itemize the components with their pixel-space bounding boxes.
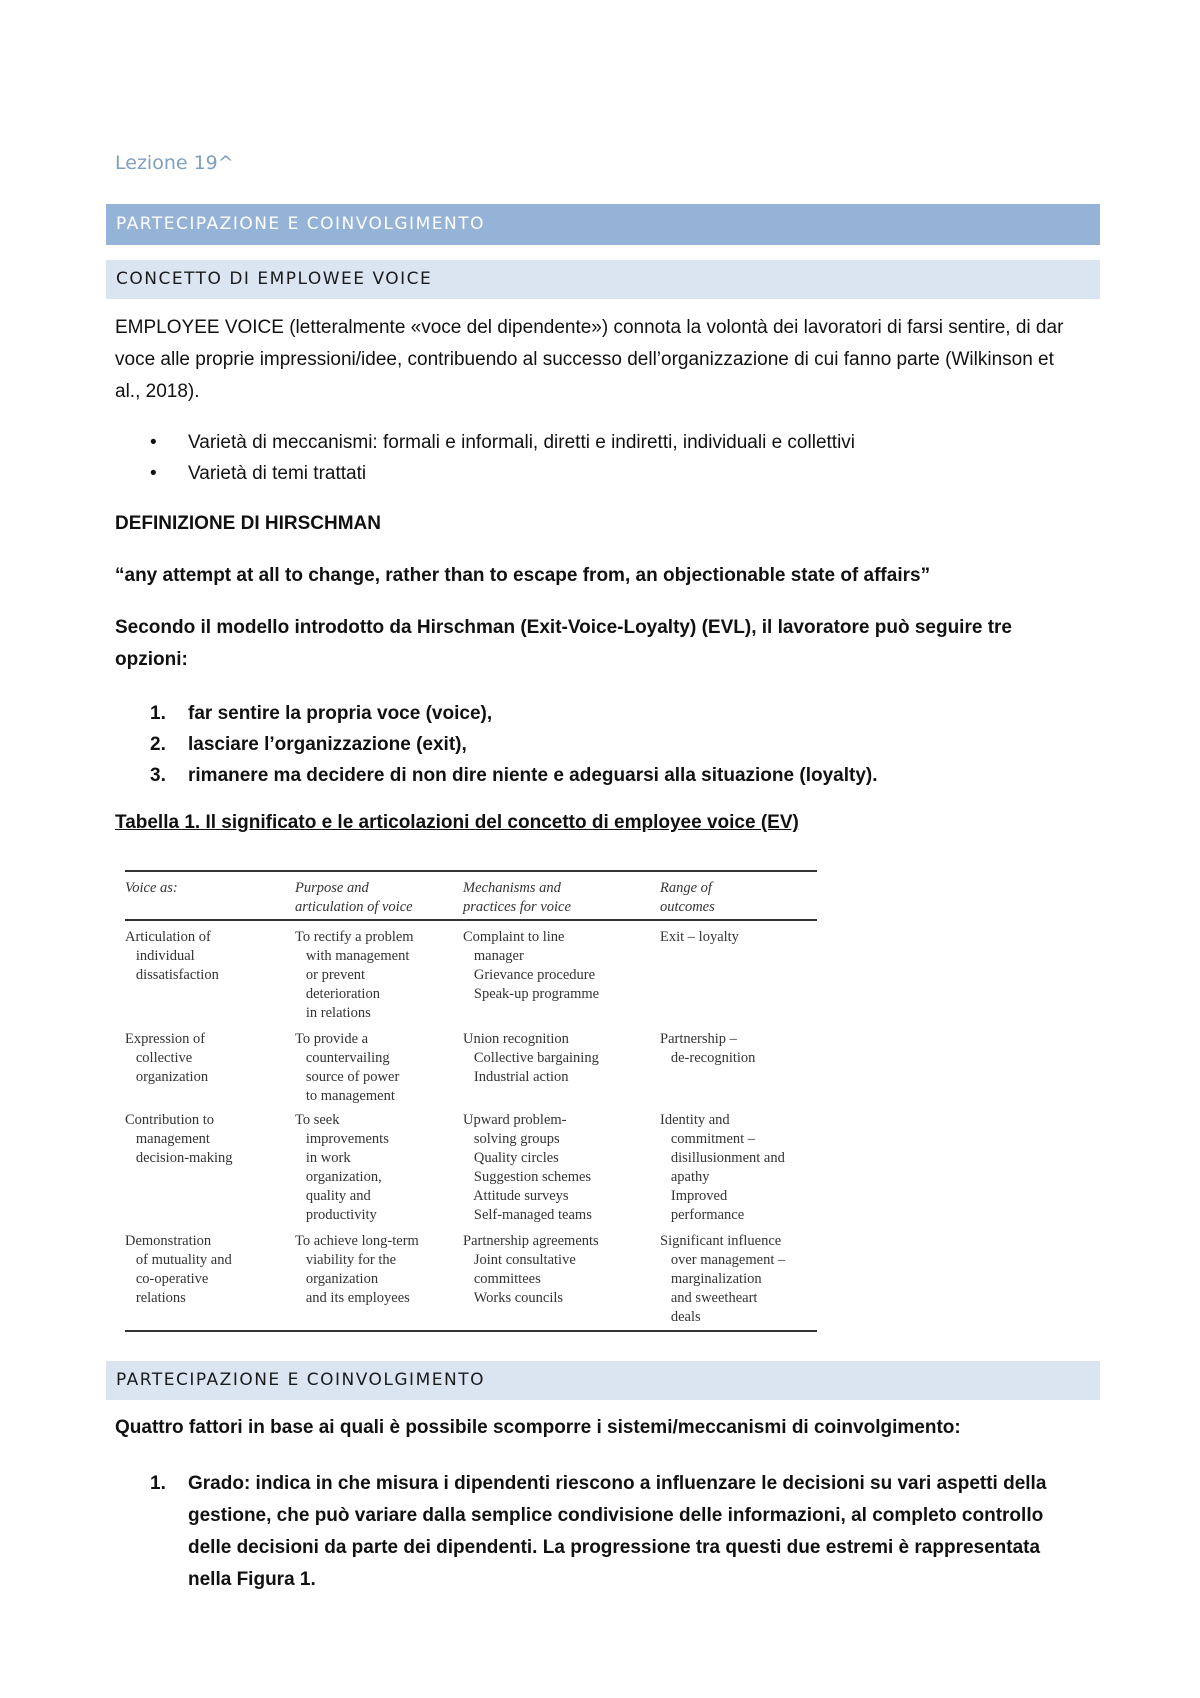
- list-item: • Varietà di meccanismi: formali e informali, diretti e indiretti, individuali e collettivi: [115, 427, 1075, 458]
- table-cell: Upward problem- solving groups Quality circles Suggestion schemes Attitude surveys Self-managed teams: [463, 1112, 592, 1223]
- factors-intro: Quattro fattori in base ai quali è possibile scomporre i sistemi/meccanismi di coinvolgimento:: [115, 1417, 961, 1438]
- table-cell: Identity and commitment – disillusionment and apathy Improved performance: [660, 1112, 785, 1223]
- table-cell: Contribution to management decision-making: [125, 1112, 233, 1166]
- list-item: • Varietà di temi trattati: [115, 458, 1075, 489]
- table-rule: [125, 870, 817, 872]
- table-cell: To seek improvements in work organization, quality and productivity: [295, 1112, 389, 1223]
- table-caption: Tabella 1. Il significato e le articolazioni del concetto di employee voice (EV): [115, 812, 799, 833]
- list-item: 2. lasciare l’organizzazione (exit),: [150, 734, 467, 755]
- table-cell: Demonstration of mutuality and co-operative relations: [125, 1233, 232, 1306]
- table-cell: Significant influence over management – marginalization and sweetheart deals: [660, 1233, 786, 1325]
- table-header: Purpose and articulation of voice: [295, 880, 413, 915]
- table-cell: To rectify a problem with management or prevent deterioration in relations: [295, 929, 414, 1021]
- table-cell: Expression of collective organization: [125, 1031, 209, 1085]
- table-cell: Partnership – de-recognition: [660, 1031, 756, 1066]
- section-heading-employee-voice: CONCETTO DI EMPLOWEE VOICE: [106, 260, 1100, 299]
- list-item: 1. Grado: indica in che misura i dipendenti riescono a influenzare le decisioni su vari aspetti della gestione, che può variare dalla semplice condivisione delle informazioni, al completo controllo delle decisioni da parte dei dipendenti. La progressione tra questi due estremi è rappresentata nella Figura 1.: [150, 1473, 1047, 1590]
- main-heading: PARTECIPAZIONE E COINVOLGIMENTO: [106, 204, 1100, 245]
- section-heading-partecipazione: PARTECIPAZIONE E COINVOLGIMENTO: [106, 1361, 1100, 1400]
- bullet-icon: •: [150, 432, 157, 453]
- table-cell: Union recognition Collective bargaining Industrial action: [463, 1031, 599, 1085]
- table-header: Voice as:: [125, 880, 178, 896]
- table-cell: Partnership agreements Joint consultative committees Works councils: [463, 1233, 599, 1306]
- evl-options-list: [115, 698, 1075, 791]
- table-header: Range of outcomes: [660, 880, 715, 915]
- table-cell: Articulation of individual dissatisfaction: [125, 929, 219, 983]
- lesson-title: Lezione 19^: [115, 152, 234, 174]
- table-cell: To achieve long-term viability for the organization and its employees: [295, 1233, 419, 1306]
- table-rule: [125, 919, 817, 921]
- table-rule: [125, 1330, 817, 1332]
- bullet-list: [115, 427, 1075, 489]
- list-item: 3. rimanere ma decidere di non dire niente e adeguarsi alla situazione (loyalty).: [150, 765, 878, 786]
- table-header: Mechanisms and practices for voice: [463, 880, 571, 915]
- hirschman-quote: “any attempt at all to change, rather than to escape from, an objectionable state of affairs”: [115, 565, 931, 586]
- table-cell: Exit – loyalty: [660, 929, 739, 945]
- table-cell: To provide a countervailing source of power to management: [295, 1031, 400, 1104]
- factors-list: [115, 1468, 1075, 1596]
- evl-paragraph: Secondo il modello introdotto da Hirschman (Exit-Voice-Loyalty) (EVL), il lavoratore può seguire tre opzioni:: [115, 617, 1012, 670]
- bullet-icon: •: [150, 463, 157, 484]
- table-cell: Complaint to line manager Grievance procedure Speak-up programme: [463, 929, 600, 1002]
- intro-paragraph: EMPLOYEE VOICE (letteralmente «voce del dipendente») connota la volontà dei lavoratori di farsi sentire, di dar voce alle proprie impressioni/idee, contribuendo al successo dell’organizzazione di cui fanno parte (Wilkinson et al., 2018).: [115, 317, 1064, 402]
- list-item: 1. far sentire la propria voce (voice),: [150, 703, 493, 724]
- hirschman-heading: DEFINIZIONE DI HIRSCHMAN: [115, 513, 381, 534]
